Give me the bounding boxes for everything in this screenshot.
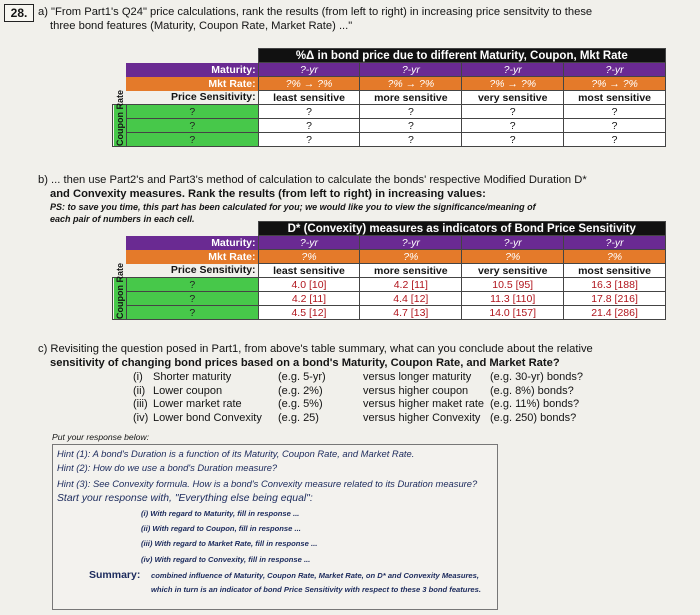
mkt-rate-cell: ?% → ?%: [258, 77, 360, 91]
sensitivity-cell: more sensitive: [360, 91, 462, 105]
item-a-eg: (e.g. 5-yr): [278, 371, 326, 383]
summary-line-1: combined influence of Maturity, Coupon Rate, Market Rate, on D* and Convexity Measures,: [151, 571, 479, 580]
table-a: [112, 48, 666, 147]
maturity-cell: ?-yr: [258, 236, 360, 250]
value-cell: ?: [360, 105, 462, 119]
comparison-item: [133, 398, 653, 412]
item-b-eg: (e.g. 250) bonds?: [490, 411, 577, 424]
maturity-cell: ?-yr: [360, 236, 462, 250]
value-cell: 4.4 [12]: [360, 292, 462, 306]
item-a: Lower market rate: [153, 398, 242, 410]
comparison-list: [133, 371, 653, 425]
sensitivity-cell: more sensitive: [360, 264, 462, 278]
item-num: (ii): [133, 384, 146, 397]
part-c-line1: c) Revisiting the question posed in Part1, from above's table summary, what can you conclude about the relative: [38, 343, 593, 355]
table-a-title: %Δ in bond price due to different Maturity, Coupon, Mkt Rate: [258, 49, 665, 63]
value-cell: 4.0 [10]: [258, 278, 360, 292]
maturity-cell: ?-yr: [564, 63, 666, 77]
sensitivity-cell: very sensitive: [462, 91, 564, 105]
value-cell: ?: [462, 133, 564, 147]
value-cell: ?: [258, 105, 360, 119]
hint-3: Hint (3): See Convexity formula. How is a bond's Convexity measure related to its Duration measure?: [57, 478, 478, 489]
value-cell: 4.5 [12]: [258, 306, 360, 320]
mkt-rate-cell: ?% → ?%: [564, 77, 666, 91]
mkt-rate-cell: ?%: [462, 250, 564, 264]
value-cell: ?: [462, 105, 564, 119]
mkt-rate-cell: ?% → ?%: [360, 77, 462, 91]
maturity-cell: ?-yr: [462, 63, 564, 77]
coupon-rate-side-label: Coupon Rate: [114, 263, 125, 319]
row-label-mkt-rate: Mkt Rate:: [126, 77, 258, 91]
row-label-mkt-rate: Mkt Rate:: [126, 250, 258, 264]
item-a-eg: (e.g. 25): [278, 411, 319, 424]
sub-item-4: (iv) With regard to Convexity, fill in response ...: [141, 555, 311, 564]
item-b-eg: (e.g. 8%) bonds?: [490, 384, 574, 397]
comparison-item: [133, 385, 653, 399]
mkt-rate-cell: ?% → ?%: [462, 77, 564, 91]
item-b: versus longer maturity: [363, 371, 472, 383]
value-cell: ?: [462, 119, 564, 133]
item-a: Shorter maturity: [153, 371, 232, 383]
item-num: (iii): [133, 398, 148, 410]
coupon-rate-side-label: Coupon Rate: [114, 90, 125, 146]
sensitivity-cell: most sensitive: [564, 264, 666, 278]
maturity-cell: ?-yr: [462, 236, 564, 250]
item-b-eg: (e.g. 30-yr) bonds?: [490, 371, 583, 383]
maturity-cell: ?-yr: [564, 236, 666, 250]
mkt-rate-cell: ?%: [564, 250, 666, 264]
row-label-maturity: Maturity:: [126, 236, 258, 250]
ps-note-2: each pair of numbers in each cell.: [50, 214, 195, 224]
part-a-line2: three bond features (Maturity, Coupon Rate, Market Rate) ...": [50, 20, 353, 32]
item-num: (i): [133, 371, 143, 383]
item-b-eg: (e.g. 11%) bonds?: [490, 398, 580, 410]
maturity-cell: ?-yr: [360, 63, 462, 77]
value-cell: 16.3 [188]: [564, 278, 666, 292]
part-b-line2: and Convexity measures. Rank the results (from left to right) in increasing values:: [50, 188, 486, 200]
start-line: Start your response with, "Everything else being equal":: [57, 493, 313, 504]
sub-item-2: (ii) With regard to Coupon, fill in response ...: [141, 524, 301, 533]
ps-note-1: PS: to save you time, this part has been calculated for you; we would like you to view the significance/meaning of: [50, 202, 536, 212]
summary-line-2: which in turn is an indicator of bond Price Sensitivity with respect to these 3 bond features.: [151, 585, 481, 594]
item-b: versus higher coupon: [363, 384, 469, 397]
item-num: (iv): [133, 411, 149, 424]
maturity-cell: ?-yr: [258, 63, 360, 77]
sensitivity-cell: least sensitive: [258, 91, 360, 105]
item-b: versus higher Convexity: [363, 411, 481, 424]
coupon-cell: ?: [126, 119, 258, 133]
value-cell: 10.5 [95]: [462, 278, 564, 292]
table-b: [112, 221, 666, 320]
row-label-sensitivity: Price Sensitivity:: [170, 91, 256, 104]
part-c-line2: sensitivity of changing bond prices based on a bond's Maturity, Coupon Rate, and Market Rate?: [50, 357, 560, 369]
hint-2: Hint (2): How do we use a bond's Duration measure?: [57, 462, 278, 473]
sub-item-1: (i) With regard to Maturity, fill in response ...: [141, 509, 300, 518]
coupon-cell: ?: [126, 306, 258, 320]
coupon-cell: ?: [126, 133, 258, 147]
item-a: Lower bond Convexity: [153, 411, 262, 424]
sub-item-3: (iii) With regard to Market Rate, fill in response ...: [141, 539, 318, 548]
value-cell: 11.3 [110]: [462, 292, 564, 306]
value-cell: ?: [258, 119, 360, 133]
value-cell: 4.7 [13]: [360, 306, 462, 320]
comparison-item: [133, 412, 653, 426]
value-cell: ?: [564, 119, 666, 133]
value-cell: 21.4 [286]: [564, 306, 666, 320]
item-a-eg: (e.g. 2%): [278, 384, 323, 397]
response-label: Put your response below:: [52, 432, 149, 442]
sensitivity-cell: very sensitive: [462, 264, 564, 278]
value-cell: ?: [360, 133, 462, 147]
table-b-title: D* (Convexity) measures as indicators of Bond Price Sensitivity: [258, 222, 665, 236]
hint-1: Hint (1): A bond's Duration is a function of its Maturity, Coupon Rate, and Market Rate.: [57, 448, 415, 459]
coupon-cell: ?: [126, 278, 258, 292]
value-cell: 14.0 [157]: [462, 306, 564, 320]
mkt-rate-cell: ?%: [360, 250, 462, 264]
question-number: 28.: [4, 4, 34, 22]
value-cell: ?: [564, 105, 666, 119]
value-cell: 4.2 [11]: [360, 278, 462, 292]
coupon-cell: ?: [126, 292, 258, 306]
sensitivity-cell: least sensitive: [258, 264, 360, 278]
sensitivity-cell: most sensitive: [564, 91, 666, 105]
value-cell: 17.8 [216]: [564, 292, 666, 306]
summary-label: Summary:: [89, 569, 141, 581]
comparison-item: [133, 371, 653, 385]
item-a-eg: (e.g. 5%): [278, 398, 323, 410]
part-a-line1: a) "From Part1's Q24" price calculations, rank the results (from left to right) in increasing price sensitvity to these: [38, 6, 593, 18]
item-a: Lower coupon: [153, 384, 223, 397]
value-cell: ?: [360, 119, 462, 133]
mkt-rate-cell: ?%: [258, 250, 360, 264]
value-cell: 4.2 [11]: [258, 292, 360, 306]
row-label-maturity: Maturity:: [126, 63, 258, 77]
row-label-sensitivity: Price Sensitivity:: [170, 264, 256, 277]
value-cell: ?: [564, 133, 666, 147]
value-cell: ?: [258, 133, 360, 147]
item-b: versus higher maket rate: [363, 398, 485, 410]
response-box[interactable]: [52, 444, 498, 610]
coupon-cell: ?: [126, 105, 258, 119]
part-b-line1: b) ... then use Part2's and Part3's method of calculation to calculate the bonds' respective Modified Duration D*: [38, 174, 587, 186]
